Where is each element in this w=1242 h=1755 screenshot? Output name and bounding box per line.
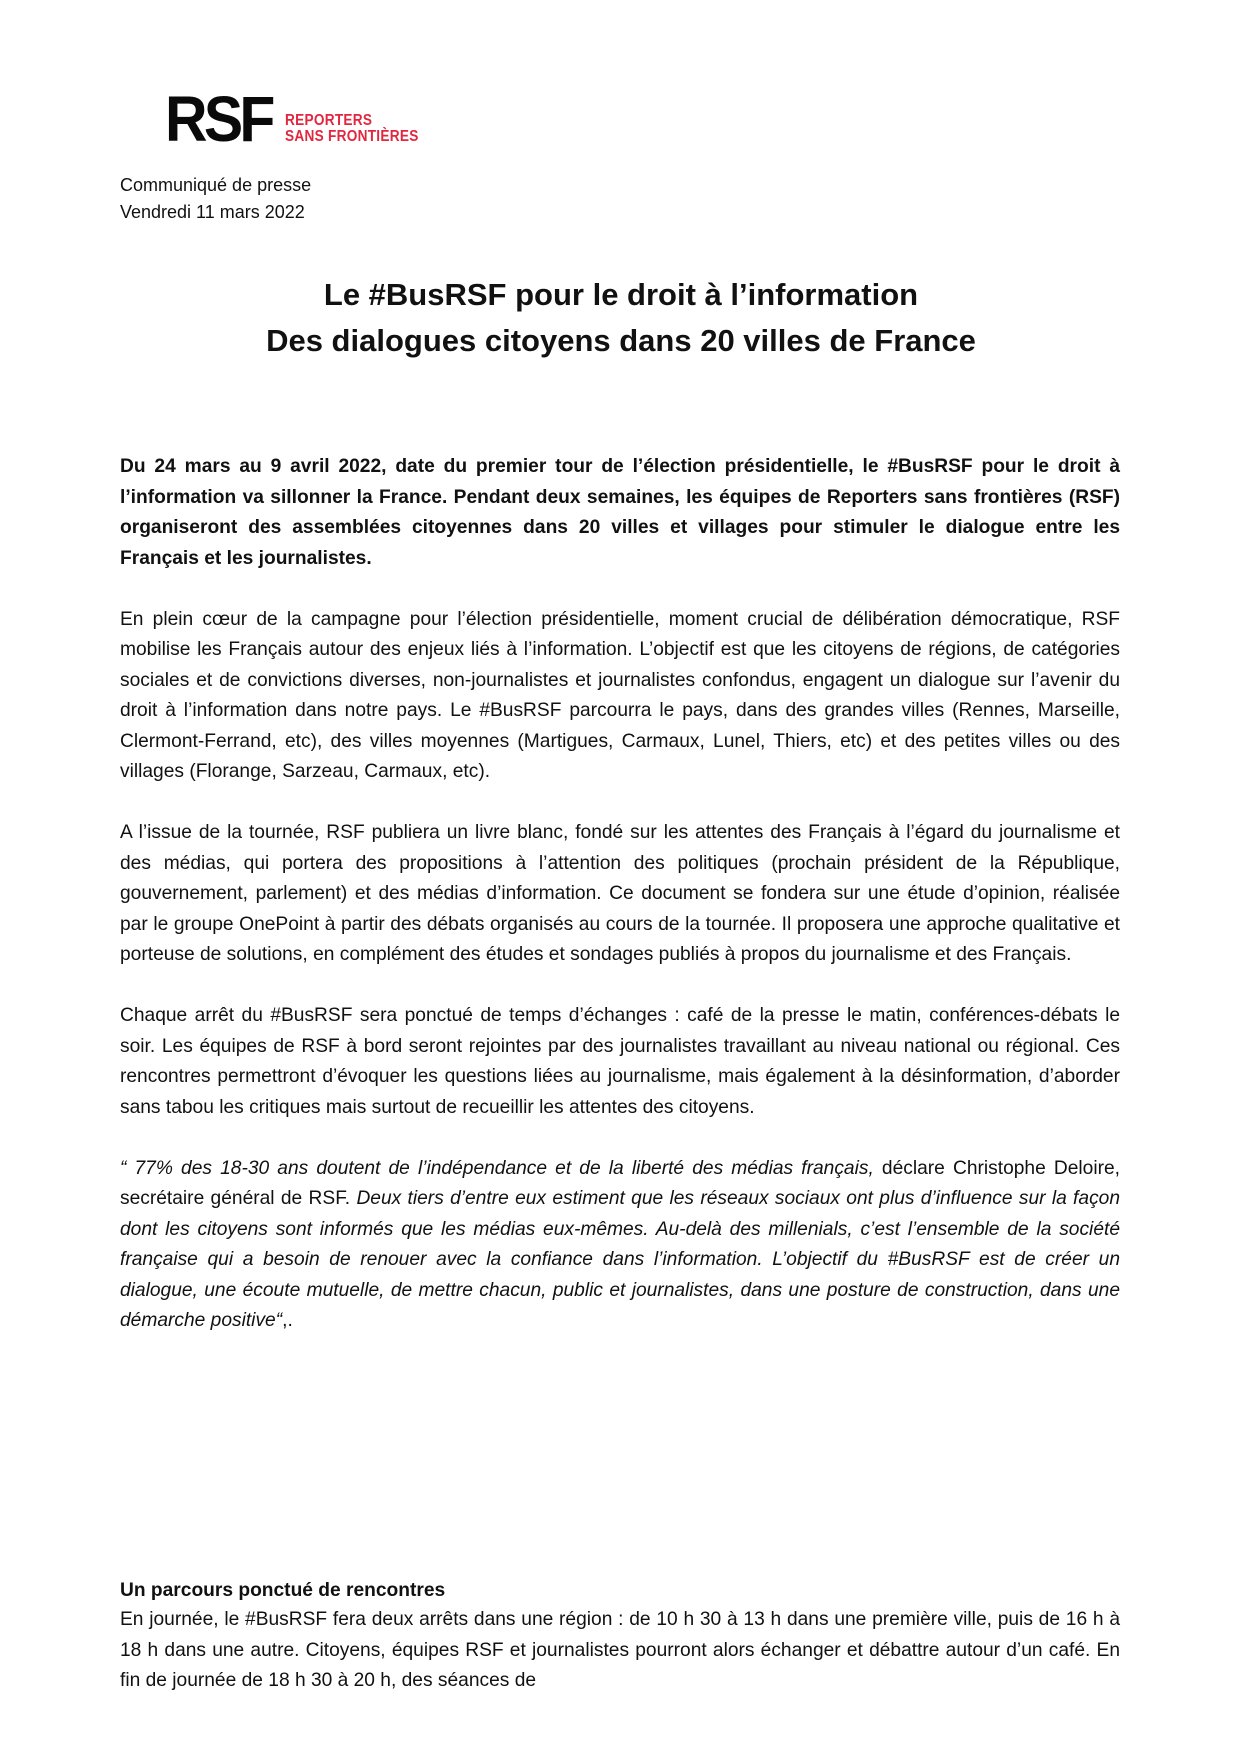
lead-paragraph: Du 24 mars au 9 avril 2022, date du premier tour de l’élection présidentielle, le #BusRSF pour le droit à l’information va sillonner la France. Pendant deux semaines, les équipes de Reporters sans frontières (RSF) organiseront des assemblées citoyennes dans 20 villes et villages pour stimuler le dialogue entre les Français et les journalistes. [120,456,1120,569]
quote-part-1: “ 77% des 18-30 ans doutent de l’indépendance et de la liberté des médias français, [120,1157,874,1179]
logo-line-2: SANS FRONTIÈRES [285,128,419,145]
document-meta [120,172,311,226]
logo-wordmark [285,113,419,145]
section-paragraph: En journée, le #BusRSF fera deux arrêts dans une région : de 10 h 30 à 13 h dans une première ville, puis de 16 h à 18 h dans une autre. Citoyens, équipes RSF et journalistes pourront alors échanger et débattre autour d’un café. En fin de journée de 18 h 30 à 20 h, des séances de [120,1609,1120,1691]
logo-mark: RSF [165,83,272,155]
document-date: Vendredi 11 mars 2022 [120,202,305,222]
paragraph-2: A l’issue de la tournée, RSF publiera un livre blanc, fondé sur les attentes des Français à l’égard du journalisme et des médias, qui portera des propositions à l’attention des politiques (prochain président de la République, gouvernement, parlement) et des médias d’information. Ce document se fondera sur une étude d’opinion, réalisée par le groupe OnePoint à partir des débats organisés au cours de la tournée. Il proposera une approche qualitative et porteuse de solutions, en complément des études et sondages publiés à propos du journalisme et des Français. [120,822,1120,965]
quote-part-2: Deux tiers d’entre eux estiment que les réseaux sociaux ont plus d’influence sur la façon dont les citoyens sont informés que les médias eux-mêmes. Au-delà des millenials, c’est l’ensemble de la société française qui a besoin de renouer avec la confiance dans l’information. L’objectif du #BusRSF est de créer un dialogue, une écoute mutuelle, de mettre chacun, public et journalistes, dans une posture de construction, dans une démarche positive“ [120,1188,1120,1331]
paragraph-1: En plein cœur de la campagne pour l’élection présidentielle, moment crucial de délibération démocratique, RSF mobilise les Français autour des enjeux liés à l’information. L’objectif est que les citoyens de régions, de catégories sociales et de convictions diverses, non-journalistes et journalistes confondus, engagent un dialogue sur l’avenir du droit à l’information dans notre pays. Le #BusRSF parcourra le pays, dans des grandes villes (Rennes, Marseille, Clermont-Ferrand, etc), des villes moyennes (Martigues, Carmaux, Lunel, Thiers, etc) et des petites villes ou des villages (Florange, Sarzeau, Carmaux, etc). [120,608,1120,782]
title-line-2: Des dialogues citoyens dans 20 villes de France [266,323,976,358]
quote-attribution: déclare Christophe Deloire, secrétaire général de RSF. [120,1157,1120,1209]
paragraph-3: Chaque arrêt du #BusRSF sera ponctué de temps d’échanges : café de la presse le matin, conférences-débats le soir. Les équipes de RSF à bord seront rejointes par des journalistes travaillant au niveau national ou régional. Ces rencontres permettront d’évoquer les questions liées au journalisme, mais également à la désinformation, d’aborder sans tabou les critiques mais surtout de recueillir les attentes des citoyens. [120,1005,1120,1118]
quote-end: ,. [282,1310,293,1331]
rsf-logo [165,83,437,155]
quote-paragraph [120,1154,1120,1337]
document-type: Communiqué de presse [120,175,312,195]
title-line-1: Le #BusRSF pour le droit à l’information [323,277,919,312]
page-title [0,272,1242,364]
body-content [120,452,1120,1367]
section-parcours [120,1577,1120,1697]
logo-line-1: REPORTERS [285,112,373,129]
section-heading: Un parcours ponctué de rencontres [120,1580,446,1601]
